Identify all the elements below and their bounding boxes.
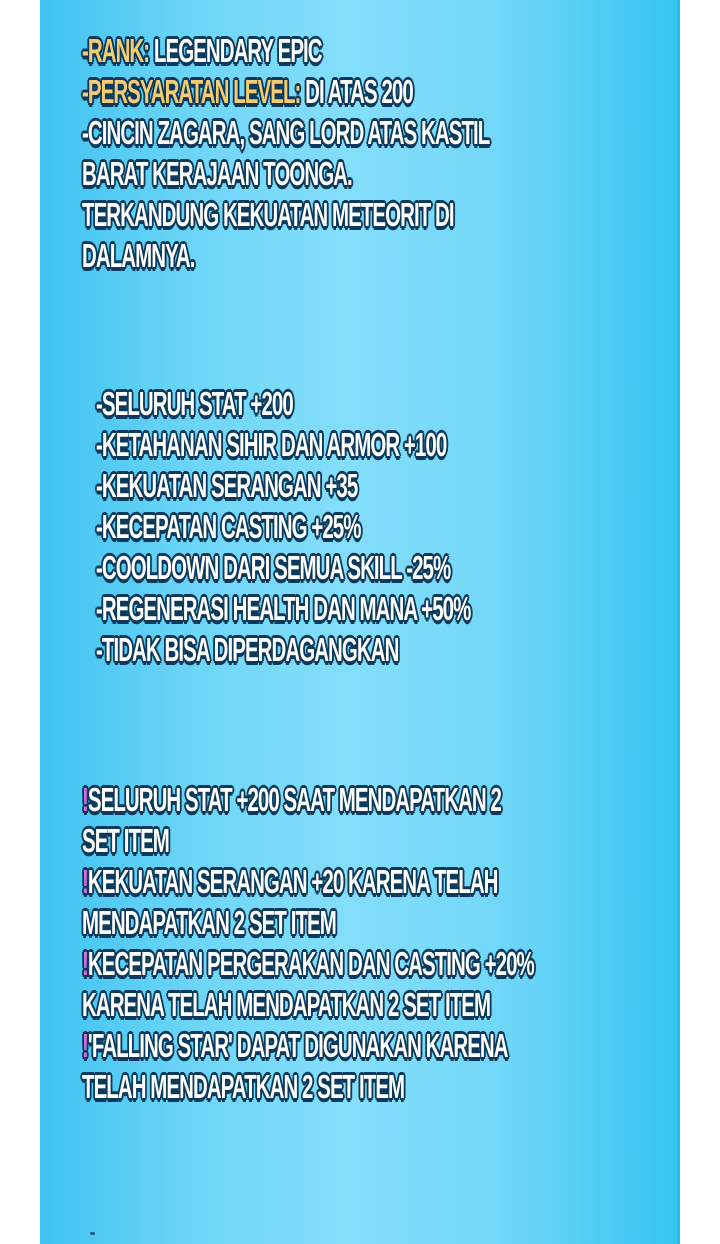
alert-marker-icon: ! <box>82 945 88 982</box>
description-line: -CINCIN ZAGARA, SANG LORD ATAS KASTIL <box>82 114 490 151</box>
stat-item: -COOLDOWN DARI SEMUA SKILL -25% <box>96 549 451 586</box>
item-header <box>82 30 489 276</box>
stat-item: -KETAHANAN SIHIR DAN ARMOR +100 <box>96 426 447 463</box>
alert-marker-icon: ! <box>82 863 88 900</box>
decorative-dot <box>90 1232 95 1235</box>
description-line: BARAT KERAJAAN TOONGA. <box>82 155 352 192</box>
set-bonus-list <box>82 779 534 1107</box>
level-label: -PERSYARATAN LEVEL: <box>82 73 301 110</box>
rank-row <box>82 30 489 71</box>
description-line: TERKANDUNG KEKUATAN METEORIT DI <box>82 196 454 233</box>
set-bonus-item: !SELURUH STAT +200 SAAT MENDAPATKAN 2 <box>82 781 501 818</box>
level-row <box>82 71 489 112</box>
stat-item: -TIDAK BISA DIPERDAGANGKAN <box>96 631 399 668</box>
alert-marker-icon: ! <box>82 781 88 818</box>
stat-item: -SELURUH STAT +200 <box>96 385 293 422</box>
stat-item: -KECEPATAN CASTING +25% <box>96 508 361 545</box>
level-value: DI ATAS 200 <box>305 73 413 110</box>
set-bonus-continuation: KARENA TELAH MENDAPATKAN 2 SET ITEM <box>82 986 491 1023</box>
set-bonus-item: !KECEPATAN PERGERAKAN DAN CASTING +20% <box>82 945 534 982</box>
stat-item: -KEKUATAN SERANGAN +35 <box>96 467 358 504</box>
set-bonus-item: !'FALLING STAR' DAPAT DIGUNAKAN KARENA <box>82 1027 508 1064</box>
set-bonus-continuation: MENDAPATKAN 2 SET ITEM <box>82 904 336 941</box>
set-bonus-item: !KEKUATAN SERANGAN +20 KARENA TELAH <box>82 863 498 900</box>
stat-item: -REGENERASI HEALTH DAN MANA +50% <box>96 590 471 627</box>
set-bonus-continuation: SET ITEM <box>82 822 169 859</box>
stats-list <box>96 383 470 670</box>
item-info-panel <box>40 0 680 1244</box>
alert-marker-icon: ! <box>82 1027 88 1064</box>
set-bonus-continuation: TELAH MENDAPATKAN 2 SET ITEM <box>82 1068 405 1105</box>
rank-value: LEGENDARY EPIC <box>153 32 322 69</box>
rank-label: -RANK: <box>82 32 150 69</box>
description-line: DALAMNYA. <box>82 237 195 274</box>
